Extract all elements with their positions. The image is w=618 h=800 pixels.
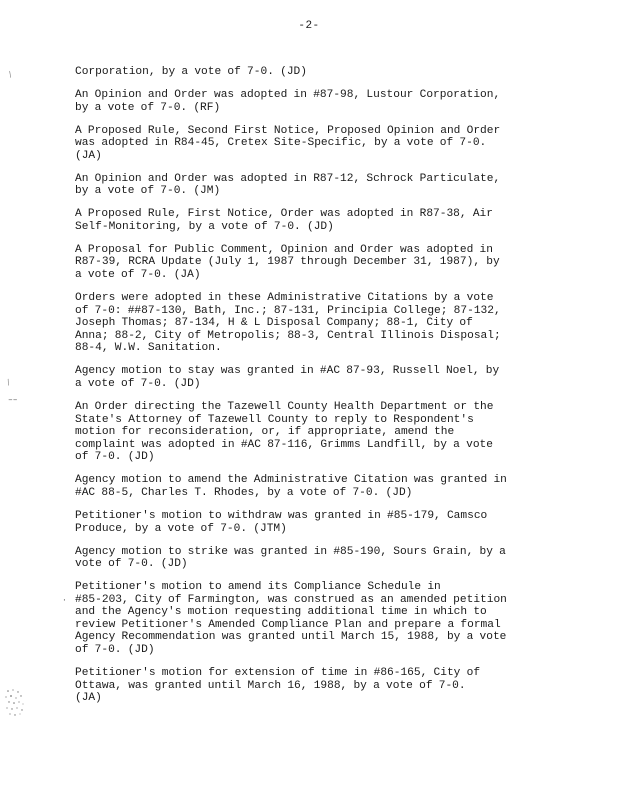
scan-speckle: [4, 688, 26, 718]
paragraph: Petitioner's motion for extension of time in #86-165, City of Ottawa, was granted until March 16, 1988, by a vote of 7-0. (JA): [75, 667, 481, 705]
scan-mark: ⁄: [5, 69, 16, 81]
paragraph: Agency motion to stay was granted in #AC 87-93, Russell Noel, by a vote of 7-0. (JD): [75, 365, 500, 391]
paragraph: An Opinion and Order was adopted in #87-98, Lustour Corporation, by a vote of 7-0. (RF): [75, 88, 501, 114]
paragraph: Petitioner's motion to withdraw was granted in #85-179, Camsco Produce, by a vote of 7-0. (JTM): [75, 509, 488, 535]
paragraph: A Proposed Rule, First Notice, Order was adopted in R87-38, Air Self-Monitoring, by a vote of 7-0. (JD): [75, 208, 493, 233]
paragraph: Agency motion to amend the Administrative Citation was granted in #AC 88-5, Charles T. Rhodes, by a vote of 7-0. (JD): [75, 474, 507, 499]
scan-mark: ‒‒: [8, 396, 18, 405]
paragraph: Corporation, by a vote of 7-0. (JD): [75, 66, 307, 78]
paragraph: A Proposed Rule, Second First Notice, Proposed Opinion and Order was adopted in R84-45, Cretex Site-Specific, by a vote of 7-0. (JA): [75, 124, 501, 162]
paragraph: Petitioner's motion to amend its Compliance Schedule in #85-203, City of Farmington, was construed as an amended petition and the Agency's motion requesting additional time in which to review Petitioner's Amended Compliance Plan and prepare a formal Agency Recommendation was granted until March 15, 1988, by a vote of 7-0. (JD): [75, 581, 507, 657]
paragraph: Agency motion to strike was granted in #85-190, Sours Grain, by a vote of 7-0. (JD): [75, 545, 506, 571]
paragraph: An Order directing the Tazewell County Health Department or the State's Attorney of Tazewell County to reply to Respondent's motion for reconsideration, or, if appropriate, amend the complaint was adopted in #AC 87-116, Grimms Landfill, by a vote of 7-0. (JD): [75, 401, 494, 464]
paragraph: An Opinion and Order was adopted in R87-12, Schrock Particulate, by a vote of 7-0. (JM): [75, 172, 501, 198]
paragraph: A Proposal for Public Comment, Opinion and Order was adopted in R87-39, RCRA Update (July 1, 1987 through December 31, 1987), by a vote of 7-0. (JA): [75, 243, 500, 282]
paragraph: Orders were adopted in these Administrative Citations by a vote of 7-0: ##87-130, Bath, Inc.; 87-131, Principia College; 87-132, Joseph Thomas; 87-134, H & L Disposal Company; 88-1, City of Anna; 88-2, City of Metropolis; 88-3, Central Illinois Disposal; 88-4, W.W. Sanitation.: [75, 292, 501, 355]
page-number: -2-: [298, 20, 320, 32]
minutes-body: [75, 66, 553, 715]
scan-mark: ·: [62, 596, 67, 605]
scan-mark: ⁄: [3, 377, 14, 389]
